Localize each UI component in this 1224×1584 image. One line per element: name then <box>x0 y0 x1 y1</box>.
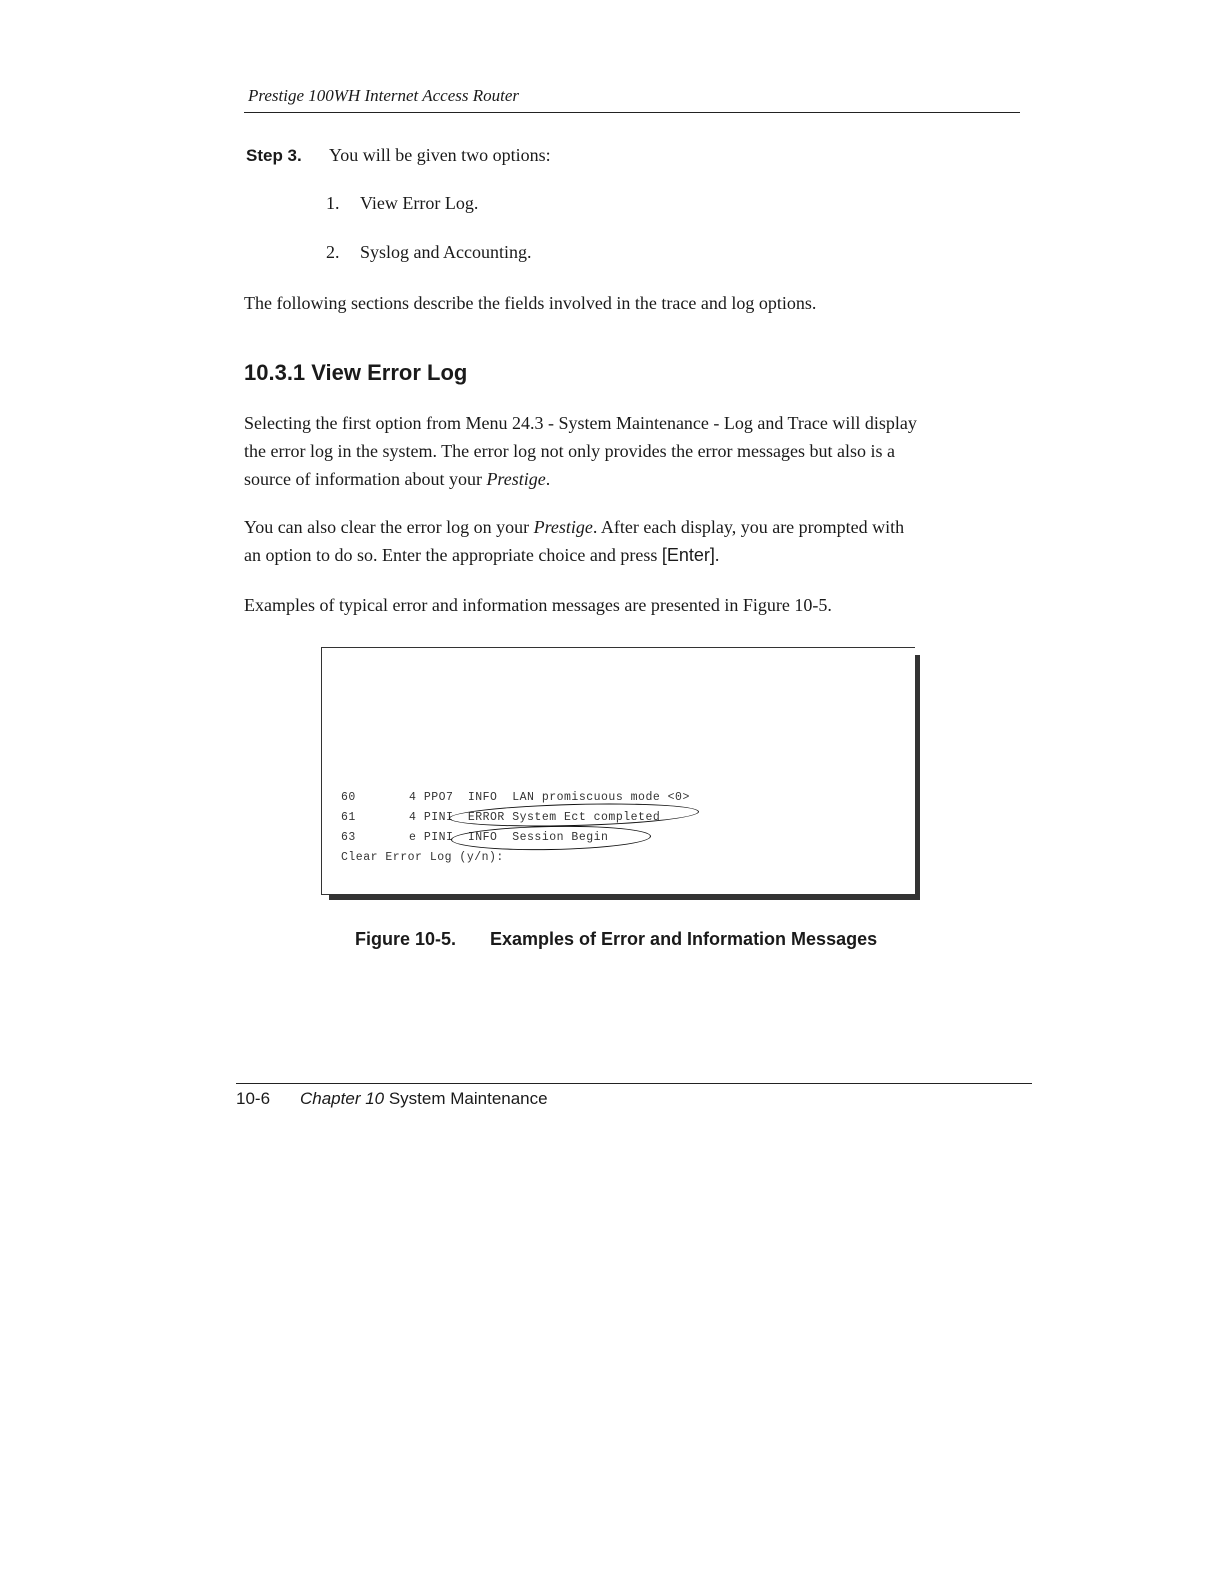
option-view-error-log <box>326 193 478 214</box>
log-source: PPO7 <box>423 791 454 804</box>
figure-caption <box>355 929 877 950</box>
text-run: You can also clear the error log on your <box>244 517 534 537</box>
running-header: Prestige 100WH Internet Access Router <box>248 86 519 105</box>
log-message: INFO Session Begin <box>467 831 609 844</box>
log-source: PINI <box>423 811 454 824</box>
log-index: 63 <box>341 831 356 844</box>
log-level: 4 <box>409 791 417 804</box>
option-number: 1. <box>326 193 340 213</box>
paragraph-line: Selecting the first option from Menu 24.3 - System Maintenance - Log and Trace will display <box>244 413 917 433</box>
log-level: e <box>409 831 417 844</box>
section-heading: 10.3.1 View Error Log <box>244 360 468 385</box>
paragraph-line: the error log in the system. The error log not only provides the error messages but also is a <box>244 441 896 461</box>
product-name: Prestige <box>533 517 593 537</box>
step-3 <box>246 145 551 166</box>
chapter-label: Chapter 10 <box>300 1089 385 1108</box>
header-divider <box>244 112 1020 113</box>
log-message: ERROR System Ect completed <box>467 811 661 824</box>
enter-key: [Enter] <box>661 545 715 565</box>
option-syslog-accounting <box>326 242 532 263</box>
step-text: You will be given two options: <box>329 145 551 165</box>
product-name: Prestige <box>486 469 546 489</box>
paragraph-error-log-description <box>244 409 1024 493</box>
log-message: INFO LAN promiscuous mode <0> <box>467 791 690 804</box>
option-text: Syslog and Accounting. <box>360 242 532 262</box>
text-run: . <box>545 469 551 489</box>
step-label: Step 3. <box>246 146 302 165</box>
log-line-60 <box>341 791 690 804</box>
paragraph-line <box>244 541 1024 569</box>
figure-number: Figure 10-5. <box>355 929 457 949</box>
log-index: 60 <box>341 791 356 804</box>
intro-paragraph: The following sections describe the fields involved in the trace and log options. <box>244 293 817 313</box>
log-source: PINI <box>423 831 454 844</box>
page-number: 10-6 <box>236 1089 271 1108</box>
option-number: 2. <box>326 242 340 262</box>
option-text: View Error Log. <box>360 193 479 213</box>
chapter-title: System Maintenance <box>384 1089 548 1108</box>
text-run: an option to do so. Enter the appropriate choice and press <box>244 545 662 565</box>
clear-log-prompt: Clear Error Log (y/n): <box>341 851 504 864</box>
paragraph-examples: Examples of typical error and information messages are presented in Figure 10-5. <box>244 595 832 615</box>
text-run: . <box>714 545 720 565</box>
footer-divider <box>236 1083 1032 1084</box>
figure-title: Examples of Error and Information Messages <box>490 929 878 949</box>
paragraph-line <box>244 513 1024 541</box>
text-run: . After each display, you are prompted with <box>592 517 905 537</box>
page-footer <box>236 1089 548 1109</box>
text-run: source of information about your <box>244 469 487 489</box>
paragraph-clear-log <box>244 513 1024 569</box>
log-index: 61 <box>341 811 356 824</box>
log-level: 4 <box>409 811 417 824</box>
paragraph-line <box>244 465 1024 493</box>
